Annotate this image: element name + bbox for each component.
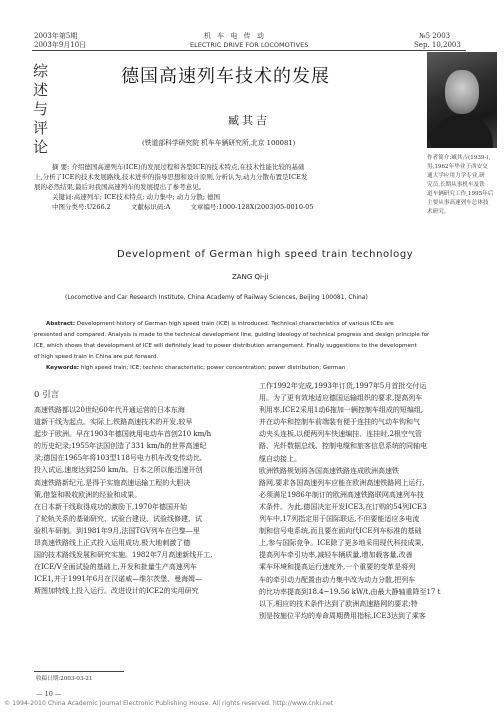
header-rule — [32, 50, 466, 51]
body-line: 用。为了更有效地适应德国运输组织的要求,提高列车 — [259, 394, 423, 403]
body-line: 必须满足1986年制订的欧洲高速铁路联网高速列车技 — [259, 490, 424, 499]
abstract-cn-label: 摘 要: — [52, 163, 70, 171]
abstract-cn-line: 介绍德国高速列车(ICE)的发展过程和各型ICE的技术特点,在技术性能比较的基础 — [71, 163, 305, 171]
bio-line: 男,1962年毕业于西安交 — [427, 164, 488, 170]
doc-code-label: 文献标识码: — [130, 203, 166, 211]
doc-code-value: A — [165, 203, 171, 211]
body-line: 验机车研制。到1981年9月,法国TGV列车在巴黎—里 — [34, 526, 200, 535]
section-char: 评 — [33, 119, 49, 137]
intro-right-column — [259, 380, 469, 622]
bio-line: 通大学应用力学专业,研 — [427, 173, 485, 179]
article-id-label: 文章编号: — [190, 203, 219, 211]
bio-line: 术研究。 — [427, 209, 450, 215]
body-line: 欧洲铁路规划将各国高速铁路连成欧洲高速铁 — [259, 466, 399, 475]
english-abstract-line: Development history of German high speed train (ICE) is introduced. Technical characteristics of various ICEs are — [76, 321, 394, 327]
abstract-cn-line: 展的必然结果,最后对我国高速列车的发展提出了参考意见。 — [34, 183, 206, 191]
issue-number-en: №5 2003 — [419, 32, 451, 40]
body-line: 昂高速铁路线上正式投入运用成功,极大地刺激了德 — [34, 539, 191, 548]
english-abstract-line: ICE, which shows that development of ICE will definitely lead to power distribution arrangement. Finally suggestions to the development — [34, 343, 417, 349]
body-line: ICE1,并于1991年6月在汉诺威—维尔茨堡、曼海姆— — [34, 575, 203, 584]
section-char: 述 — [33, 81, 49, 99]
page-number: — 10 — — [36, 690, 62, 698]
english-author: ZANG Qi-ji — [232, 273, 269, 281]
english-affiliation: (Locomotive and Car Research Institute, China Academy of Railway Sciences, Beijing 100081, China) — [65, 294, 368, 301]
intro-left-column — [34, 404, 242, 598]
author-suit — [431, 114, 493, 148]
body-line: 斯图加特线上投入运行。改进设计的ICE2的实用研究 — [34, 587, 199, 596]
copyright-footer: © 1994-2010 China Academic Journal Electronic Publishing House. All rights reserved. http://www.cnki.net — [4, 700, 334, 707]
journal-title-en: ELECTRIC DRIVE FOR LOCOMOTIVES — [190, 41, 309, 49]
body-line: 的比功率提高到18.4~19.56 kW/t,由最大静轴重降至17 t — [259, 587, 441, 596]
issue-label: 2003年第5期 — [34, 32, 78, 40]
article-author: 臧其吉 — [228, 114, 270, 127]
english-abstract — [34, 319, 474, 374]
author-bio — [427, 154, 501, 217]
body-line: 车的牵引动力配置由动力集中改为动力分散,把列车 — [259, 575, 416, 584]
body-line: 的历史纪录;1955年法国创造了331 km/h的世界高速纪 — [34, 442, 207, 451]
body-line: 道新干线为起点。实际上,铁路高速技术的开发,较早 — [34, 418, 193, 427]
body-line: 术条件。为此,德国决定开发ICE3,在订购的54列ICE3 — [259, 502, 427, 511]
body-line: 提高列车牵引功率,减轻车辆质量,增加载客量,改善 — [259, 551, 413, 560]
issue-date: 2003年9月10日 — [34, 41, 87, 49]
body-line: 录;德国在1965年将103型118号电力机车改变传动比, — [34, 454, 203, 463]
received-date: 收稿日期:2003-03-21 — [36, 676, 93, 682]
body-line: 起步于欧洲。早在1903年德国就用电动车首创210 km/h — [34, 430, 212, 439]
body-line: 别是按施位平均的寿命周期费用指标,ICE3达到了乘客 — [259, 611, 426, 620]
body-line: 高速铁路新纪元,是得于实施高速运输工程的大胆决 — [34, 478, 191, 487]
author-affiliation: (铁道部科学研究院 机车车辆研究所,北京 100081) — [142, 139, 296, 147]
body-line: 路网,要求各国高速列车应能在欧洲高速铁路网上运行, — [259, 478, 425, 487]
english-abstract-line: of high speed train in China are put forward. — [34, 354, 159, 360]
footnote-rule — [34, 671, 124, 672]
body-line: 上,参与国际竞争。ICE除了更多地采用现代科技成果, — [259, 539, 424, 548]
abstract-cn — [34, 162, 420, 212]
body-line: 列车中,17列指定用于国际联运,不但要能适应多电流 — [259, 515, 420, 524]
author-photo — [427, 52, 497, 148]
section-char: 与 — [33, 100, 49, 118]
body-line: 策,借鉴和吸收欧洲的经验和成果。 — [34, 490, 142, 499]
body-line: 在日本新干线取得成功的激励下,1970年德国开始 — [34, 502, 188, 511]
body-line: 利用率,ICE2采用1动6拖加一辆控制车组成的短编组, — [259, 406, 424, 415]
intro-heading: 0 引言 — [34, 390, 60, 400]
body-line: 在ICE/V全面试验的基础上,开发和批量生产高速列车 — [34, 563, 197, 572]
body-line: 缆自动接上。 — [259, 454, 301, 463]
article-title: 德国高速列车技术的发展 — [121, 66, 330, 87]
body-line: 制和信号电系统,而且要在面向代ICE列车标准的基础 — [259, 527, 422, 536]
keywords-cn-label: 关键词: — [52, 193, 74, 201]
section-char: 论 — [33, 138, 49, 156]
english-title: Development of German high speed train technology — [117, 249, 414, 260]
body-line: 并在动车和控制车前端装有便于连挂的气动车钩和气 — [259, 418, 420, 427]
article-id-value: 1000-128X(2003)05-0010-05 — [218, 203, 314, 211]
bio-line: 究员,长期从事机车及铁 — [427, 182, 485, 188]
body-line: 以下,相应的技术条件达到了欧洲高速路网的要求;特 — [259, 599, 418, 608]
section-char: 综 — [33, 62, 49, 80]
bio-line: 作者简介:臧其吉(1939-), — [427, 155, 491, 161]
body-line: 高速铁路都以20世纪60年代开通运营的日本东海 — [34, 406, 185, 414]
english-keywords-label: Keywords: — [46, 365, 80, 371]
keywords-cn: 高速列车; ICE技术特点; 动力集中; 动力分散; 德国 — [73, 193, 221, 201]
issue-date-en: Sep. 10,2003 — [414, 41, 461, 49]
section-label — [33, 62, 55, 157]
body-line: 投入试运,速度达到250 km/h。日本之所以能迅速开创 — [34, 466, 203, 475]
clc-label: 中图分类号: — [52, 203, 87, 211]
body-line: 国的技术路线发展和研究实施。1982年7月高速新线开工, — [34, 551, 213, 560]
body-line: 乘车环境和提高运行速度外,一个重要的变革是将列 — [259, 563, 416, 572]
clc-value: U266.2 — [86, 203, 111, 211]
abstract-cn-line: 上,分析了ICE的技术发展路线,技术进步的指导思想和设计原则,分析认为,动力分散布置是ICE发 — [34, 173, 308, 181]
english-abstract-label: Abstract: — [46, 321, 76, 327]
author-face — [445, 70, 479, 114]
english-keywords: high speed train; ICE; technic characteristic; power concentration; power distribution; German — [80, 365, 346, 371]
journal-title-cn: 机 车 电 传 动 — [204, 32, 266, 40]
body-line: 动夹头连板,以便两列车快速编挂、连挂时,2根空气管 — [259, 430, 422, 439]
bio-line: 道车辆研究工作,1995年后 — [427, 191, 494, 197]
body-line: 工作1992年完成,1993年订货,1997年5月首批交付运 — [259, 382, 427, 390]
body-line: 路、光纤数据总线、控制电缆和旅客信息系统的同轴电 — [259, 442, 427, 451]
english-abstract-line: presented and compared. Analysis is made to the technical development line, guiding ideology of technical progress and design principle for — [34, 332, 430, 338]
bio-line: 主要从事高速列车总体技 — [427, 200, 489, 206]
body-line: 了轮轨关系的基础研究、试验台建设、试验线修建、试 — [34, 514, 202, 523]
